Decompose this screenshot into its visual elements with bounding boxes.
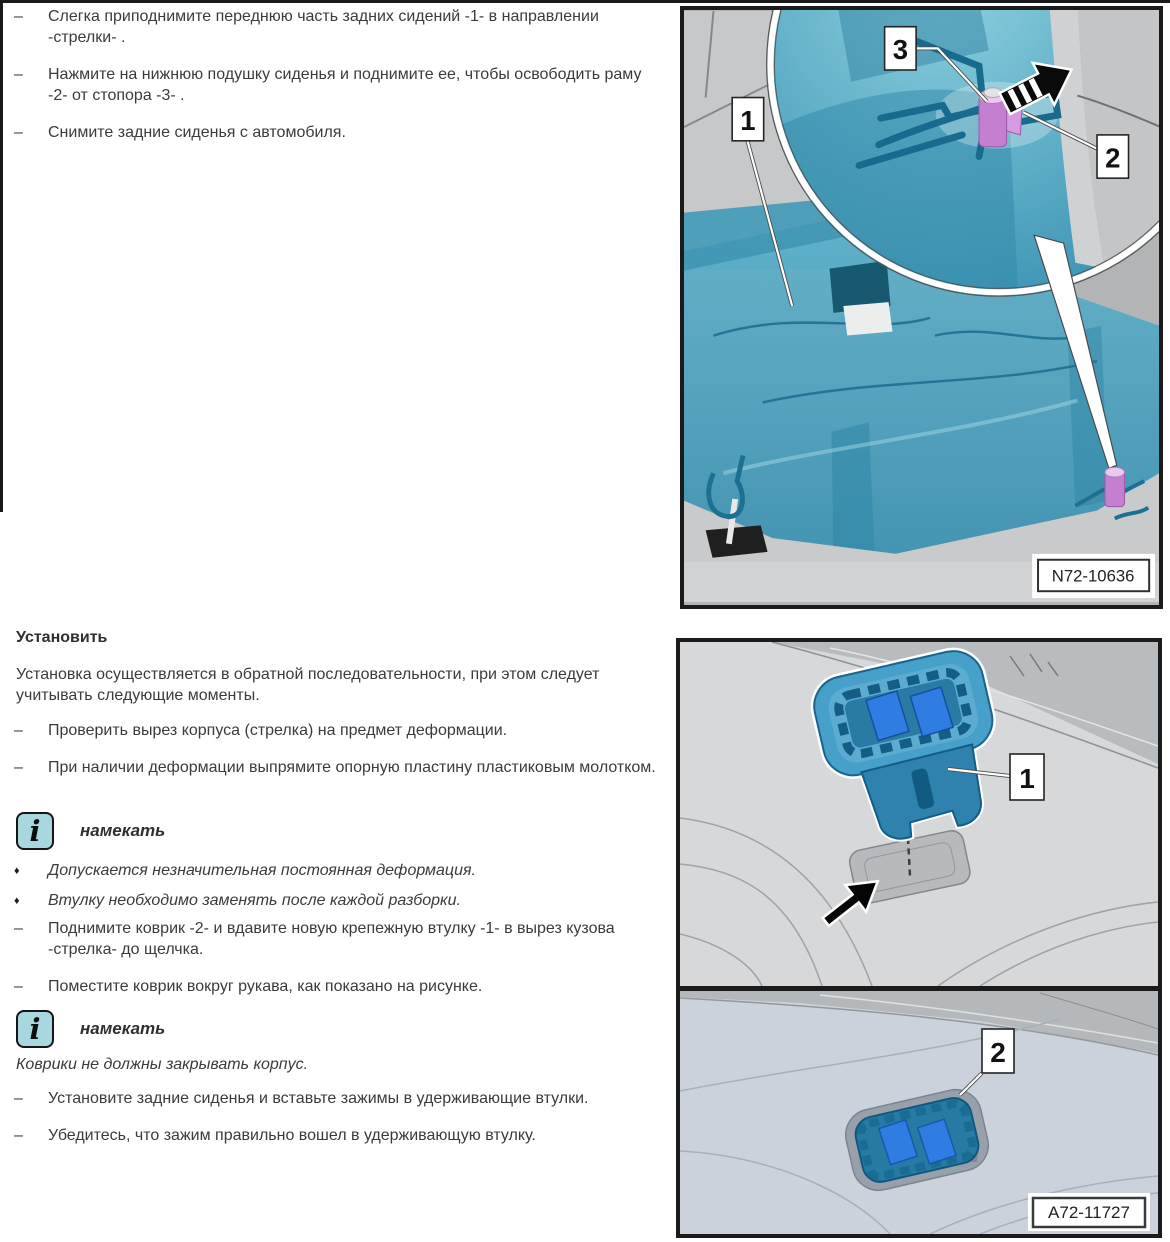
dash-bullet: –	[14, 124, 23, 141]
ref-label-text: N72-10636	[1051, 566, 1135, 586]
dash-bullet: –	[14, 920, 23, 937]
dash-bullet: –	[14, 1090, 23, 1107]
section-heading: Установить	[16, 629, 108, 646]
list-item	[14, 860, 664, 882]
final-steps-list	[14, 1088, 664, 1162]
list-item	[14, 122, 664, 143]
list-item-text: Снимите задние сиденья с автомобиля.	[48, 124, 346, 141]
dash-bullet: –	[14, 978, 23, 995]
list-item-text: Установите задние сиденья и вставьте зажимы в удерживающие втулки.	[48, 1090, 589, 1107]
list-item	[14, 757, 664, 778]
info-icon-glyph	[18, 814, 52, 848]
figure-bushing-install-svg	[680, 642, 1158, 986]
list-item	[14, 890, 664, 912]
note-label: намекать	[80, 1019, 166, 1038]
list-item	[14, 1125, 664, 1146]
note-label: намекать	[80, 821, 166, 840]
callout-1-number: 1	[1019, 763, 1035, 794]
callout-2	[982, 1029, 1014, 1073]
dash-bullet: –	[14, 66, 23, 83]
install-intro	[14, 664, 664, 706]
figure-bushing-installed-svg	[680, 991, 1158, 1234]
list-item-text: Поднимите коврик -2- и вдавите новую крепежную втулку -1- в вырез кузова -стрелка- до щелчка.	[48, 920, 615, 958]
dash-bullet: –	[14, 759, 23, 776]
callout-2	[1097, 135, 1128, 178]
removal-steps-list	[14, 6, 664, 159]
note-text: Коврики не должны закрывать корпус.	[16, 1056, 309, 1073]
list-item-text: При наличии деформации выпрямите опорную пластину пластиковым молотком.	[48, 759, 656, 776]
figure-bushing-install	[676, 638, 1162, 990]
info-icon	[16, 1010, 54, 1048]
note-row	[14, 812, 666, 850]
page-left-border	[0, 0, 3, 512]
callout-1	[1010, 754, 1044, 800]
figure-ref-label	[1032, 554, 1155, 598]
list-item-text: Слегка приподнимите переднюю часть задних сидений -1- в направлении -стрелки- .	[48, 8, 599, 46]
callout-3-number: 3	[892, 34, 909, 66]
figure-ref-label	[1028, 1193, 1150, 1231]
clip-top	[1105, 467, 1125, 477]
dash-bullet: –	[14, 722, 23, 739]
figure-seat-removal-svg	[684, 10, 1159, 605]
list-item-text: Убедитесь, что зажим правильно вошел в удерживающую втулку.	[48, 1127, 536, 1144]
frame-bracket	[843, 302, 892, 335]
diamond-bullet: ♦	[14, 865, 20, 877]
note-bullets-list	[14, 860, 664, 920]
dash-bullet: –	[14, 1127, 23, 1144]
list-item	[14, 720, 664, 741]
callout-2-number: 2	[990, 1037, 1006, 1068]
install-section	[14, 628, 664, 648]
callout-1	[732, 98, 763, 141]
note2-text-block	[14, 1054, 664, 1075]
install-checks-list	[14, 720, 664, 794]
list-item-text: Поместите коврик вокруг рукава, как показано на рисунке.	[48, 978, 483, 995]
list-item-text: Допускается незначительная постоянная деформация.	[48, 862, 476, 879]
figure-bushing-installed	[676, 987, 1162, 1238]
list-item-text: Нажмите на нижнюю подушку сиденья и поднимите ее, чтобы освободить раму -2- от стопора -3- .	[48, 66, 642, 104]
ref-label-text: A72-11727	[1048, 1203, 1130, 1222]
list-item	[14, 918, 664, 960]
callout-1-number: 1	[740, 104, 756, 136]
callout-3	[885, 27, 916, 70]
info-icon	[16, 812, 54, 850]
svg-text:i: i	[29, 814, 41, 848]
list-item	[14, 64, 664, 106]
list-item	[14, 1088, 664, 1109]
list-item	[14, 976, 664, 997]
info-icon-glyph	[18, 1012, 52, 1046]
page-top-border	[0, 0, 1170, 3]
paragraph: Установка осуществляется в обратной последовательности, при этом следует учитывать следующие моменты.	[16, 666, 600, 704]
mat-steps-list	[14, 918, 664, 1013]
list-item-text: Проверить вырез корпуса (стрелка) на предмет деформации.	[48, 722, 508, 739]
callout-2-number: 2	[1105, 142, 1121, 174]
dash-bullet: –	[14, 8, 23, 25]
diamond-bullet: ♦	[14, 895, 20, 907]
list-item-text: Втулку необходимо заменять после каждой разборки.	[48, 892, 461, 909]
figure-seat-removal	[680, 6, 1163, 609]
note-row	[14, 1010, 666, 1048]
list-item	[14, 6, 664, 48]
svg-text:i: i	[29, 1012, 41, 1046]
